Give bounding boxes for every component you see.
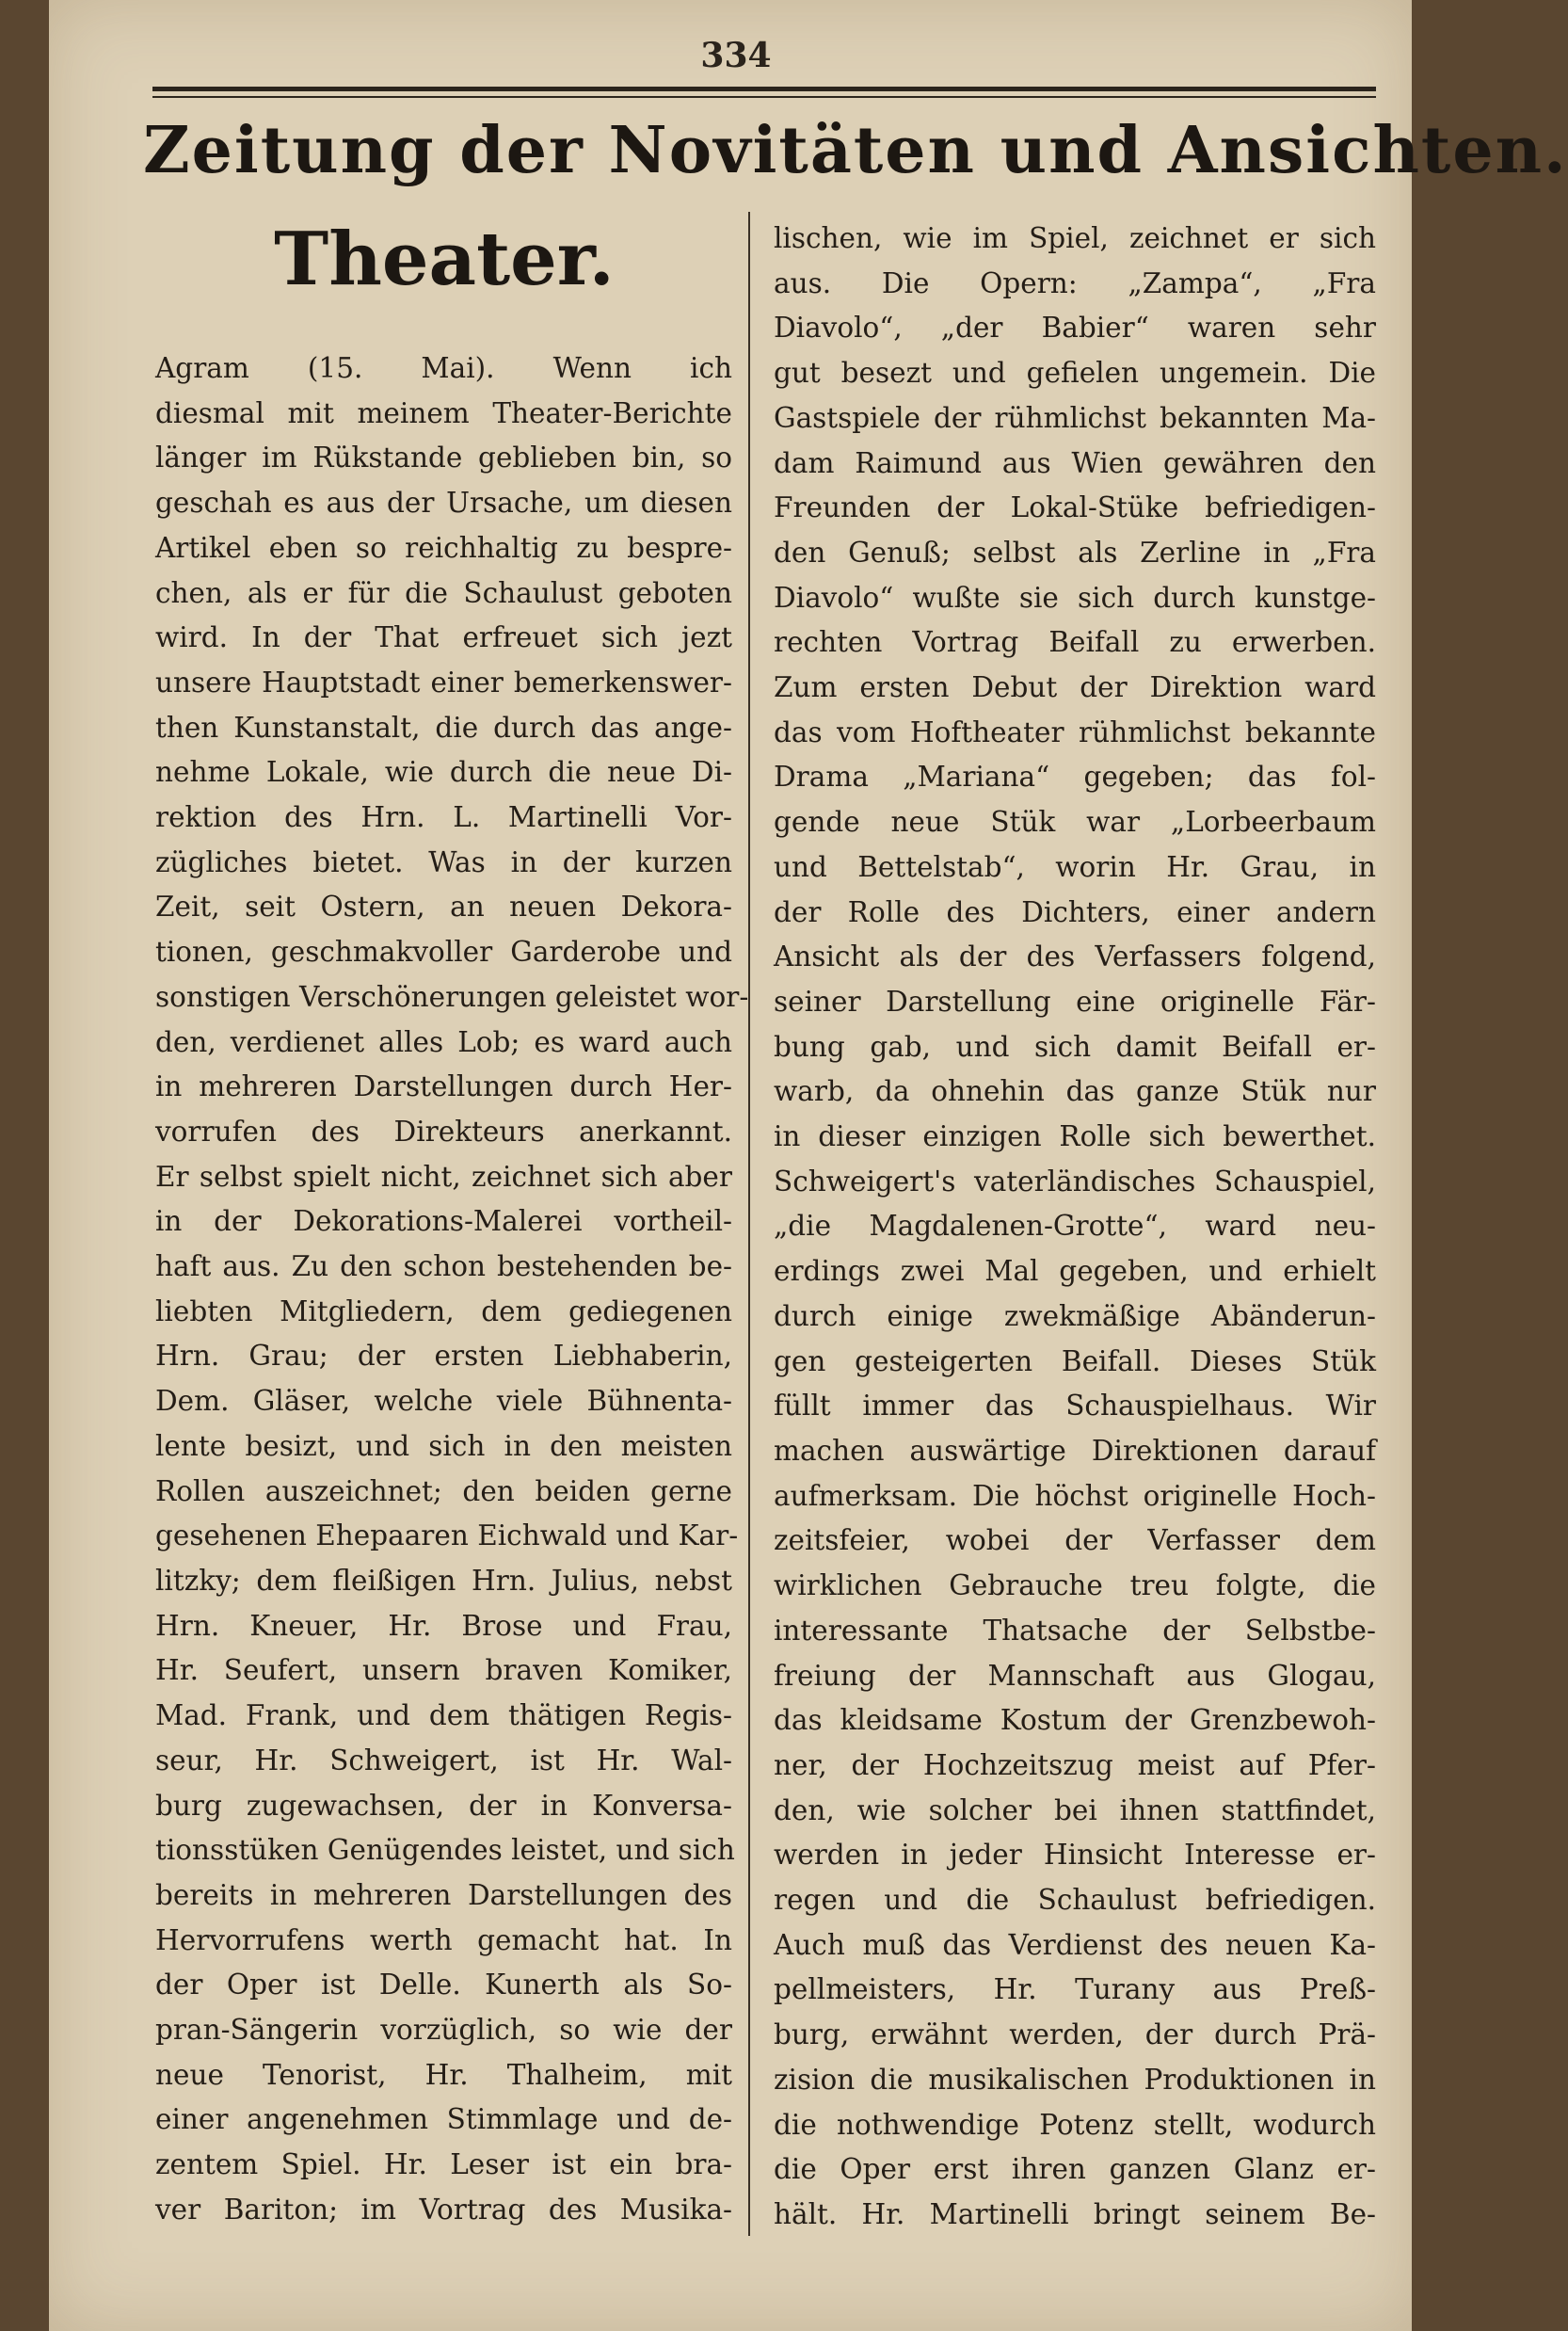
text-line: Mad. Frank, und dem thätigen Regis-: [155, 1699, 732, 1732]
text-line: „die Magdalenen-Grotte“, ward neu-: [774, 1210, 1376, 1243]
text-line: chen, als er für die Schaulust geboten: [155, 576, 732, 609]
text-line: then Kunstanstalt, die durch das ange-: [155, 711, 732, 744]
text-line: aus. Die Opern: „Zampa“, „Fra: [774, 266, 1376, 299]
text-line: in der Dekorations-Malerei vortheil-: [155, 1205, 732, 1238]
section-title: Theater.: [274, 217, 615, 302]
text-line: gesehenen Ehepaaren Eichwald und Kar-: [155, 1519, 739, 1552]
text-line: Hrn. Kneuer, Hr. Brose und Frau,: [155, 1609, 732, 1642]
text-line: liebten Mitgliedern, dem gediegenen: [155, 1294, 732, 1327]
text-line: Zeit, seit Ostern, an neuen Dekora-: [155, 891, 732, 924]
text-line: nehme Lokale, wie durch die neue Di-: [155, 756, 732, 789]
text-line: gut besezt und gefielen ungemein. Die: [774, 357, 1376, 390]
text-line: erdings zwei Mal gegeben, und erhielt: [774, 1255, 1376, 1288]
text-line: die Oper erst ihren ganzen Glanz er-: [774, 2153, 1376, 2186]
text-line: sonstigen Verschönerungen geleistet wor-: [155, 980, 749, 1013]
text-line: bereits in mehreren Darstellungen des: [155, 1878, 732, 1911]
newspaper-page: [49, 0, 1568, 2331]
right-column: [774, 217, 1376, 2238]
text-line: neue Tenorist, Hr. Thalheim, mit: [155, 2058, 732, 2091]
text-line: Drama „Mariana“ gegeben; das fol-: [774, 761, 1376, 794]
text-line: Diavolo“ wußte sie sich durch kunstge-: [774, 581, 1376, 614]
header-rule: [152, 87, 1376, 91]
text-line: wird. In der That erfreuet sich jezt: [155, 621, 732, 654]
text-line: zügliches bietet. Was in der kurzen: [155, 845, 732, 878]
text-line: warb, da ohnehin das ganze Stük nur: [774, 1075, 1376, 1108]
text-line: Gastspiele der rühmlichst bekannten Ma-: [774, 401, 1376, 434]
text-line: aufmerksam. Die höchst originelle Hoch-: [774, 1479, 1376, 1512]
text-line: in mehreren Darstellungen durch Her-: [155, 1070, 732, 1103]
text-line: Dem. Gläser, welche viele Bühnenta-: [155, 1385, 732, 1418]
text-line: pran-Sängerin vorzüglich, so wie der: [155, 2014, 732, 2047]
text-line: den Genuß; selbst als Zerline in „Fra: [774, 536, 1376, 569]
header-rule-thin: [152, 96, 1376, 98]
text-line: füllt immer das Schauspielhaus. Wir: [774, 1390, 1376, 1423]
page-number: 334: [700, 36, 772, 75]
text-line: Hr. Seufert, unsern braven Komiker,: [155, 1654, 732, 1687]
text-line: seiner Darstellung eine originelle Fär-: [774, 985, 1376, 1018]
text-line: das kleidsame Kostum der Grenzbewoh-: [774, 1704, 1376, 1737]
text-line: lente besizt, und sich in den meisten: [155, 1429, 732, 1462]
masthead: Zeitung der Novitäten und Ansichten.: [143, 113, 1568, 188]
text-line: Diavolo“, „der Babier“ waren sehr: [774, 312, 1376, 345]
text-line: freiung der Mannschaft aus Glogau,: [774, 1659, 1376, 1692]
text-line: litzky; dem fleißigen Hrn. Julius, nebst: [155, 1564, 732, 1597]
text-line: wirklichen Gebrauche treu folgte, die: [774, 1569, 1376, 1602]
text-line: regen und die Schaulust befriedigen.: [774, 1884, 1376, 1917]
text-line: Er selbst spielt nicht, zeichnet sich aber: [155, 1160, 732, 1193]
text-line: gen gesteigerten Beifall. Dieses Stük: [774, 1344, 1376, 1377]
text-line: rektion des Hrn. L. Martinelli Vor-: [155, 801, 732, 834]
text-line: ner, der Hochzeitszug meist auf Pfer-: [774, 1748, 1376, 1781]
text-line: tionen, geschmakvoller Garderobe und: [155, 936, 732, 969]
text-line: durch einige zwekmäßige Abänderun-: [774, 1299, 1376, 1332]
text-line: werden in jeder Hinsicht Interesse er-: [774, 1839, 1376, 1872]
text-line: interessante Thatsache der Selbstbe-: [774, 1614, 1376, 1647]
text-line: hält. Hr. Martinelli bringt seinem Be-: [774, 2197, 1376, 2230]
text-line: zeitsfeier, wobei der Verfasser dem: [774, 1524, 1376, 1557]
text-line: dam Raimund aus Wien gewähren den: [774, 446, 1376, 479]
text-line: Rollen auszeichnet; den beiden gerne: [155, 1474, 732, 1507]
text-line: Schweigert's vaterländisches Schauspiel,: [774, 1165, 1376, 1198]
text-line: pellmeisters, Hr. Turany aus Preß-: [774, 1973, 1376, 2006]
text-line: Ansicht als der des Verfassers folgend,: [774, 940, 1376, 973]
text-line: Auch muß das Verdienst des neuen Ka-: [774, 1928, 1376, 1961]
text-line: der Oper ist Delle. Kunerth als So-: [155, 1969, 732, 2001]
text-line: Agram (15. Mai). Wenn ich: [155, 352, 732, 384]
text-line: rechten Vortrag Beifall zu erwerben.: [774, 626, 1376, 659]
text-line: burg zugewachsen, der in Konversa-: [155, 1789, 732, 1822]
text-line: Hervorrufens werth gemacht hat. In: [155, 1923, 732, 1956]
text-line: ver Bariton; im Vortrag des Musika-: [155, 2193, 732, 2226]
text-line: machen auswärtige Direktionen darauf: [774, 1434, 1376, 1467]
text-line: das vom Hoftheater rühmlichst bekannte: [774, 715, 1376, 748]
left-column: [155, 346, 749, 2233]
text-line: Hrn. Grau; der ersten Liebhaberin,: [155, 1340, 732, 1373]
text-line: unsere Hauptstadt einer bemerkenswer-: [155, 666, 732, 699]
text-line: bung gab, und sich damit Beifall er-: [774, 1030, 1376, 1063]
text-line: zision die musikalischen Produktionen in: [774, 2063, 1376, 2096]
text-line: den, wie solcher bei ihnen stattfindet,: [774, 1793, 1376, 1826]
text-line: seur, Hr. Schweigert, ist Hr. Wal-: [155, 1744, 732, 1776]
text-line: die nothwendige Potenz stellt, wodurch: [774, 2108, 1376, 2141]
text-line: vorrufen des Direkteurs anerkannt.: [155, 1115, 732, 1148]
text-line: Zum ersten Debut der Direktion ward: [774, 671, 1376, 704]
text-line: diesmal mit meinem Theater-Berichte: [155, 396, 732, 429]
text-line: tionsstüken Genügendes leistet, und sich: [155, 1834, 735, 1867]
text-line: Artikel eben so reichhaltig zu bespre-: [155, 531, 732, 564]
text-line: den, verdienet alles Lob; es ward auch: [155, 1025, 732, 1058]
text-line: einer angenehmen Stimmlage und de-: [155, 2103, 732, 2136]
column-divider: [748, 212, 750, 2236]
text-line: haft aus. Zu den schon bestehenden be-: [155, 1250, 732, 1283]
text-line: Freunden der Lokal-Stüke befriedigen-: [774, 491, 1376, 524]
text-line: gende neue Stük war „Lorbeerbaum: [774, 806, 1376, 839]
text-line: der Rolle des Dichters, einer andern: [774, 895, 1376, 928]
text-line: zentem Spiel. Hr. Leser ist ein bra-: [155, 2148, 732, 2181]
text-line: lischen, wie im Spiel, zeichnet er sich: [774, 222, 1376, 254]
text-line: in dieser einzigen Rolle sich bewerthet.: [774, 1120, 1376, 1153]
text-line: burg, erwähnt werden, der durch Prä-: [774, 2018, 1376, 2051]
text-line: länger im Rükstande geblieben bin, so: [155, 442, 732, 474]
text-line: und Bettelstab“, worin Hr. Grau, in: [774, 850, 1376, 883]
text-line: geschah es aus der Ursache, um diesen: [155, 487, 732, 520]
